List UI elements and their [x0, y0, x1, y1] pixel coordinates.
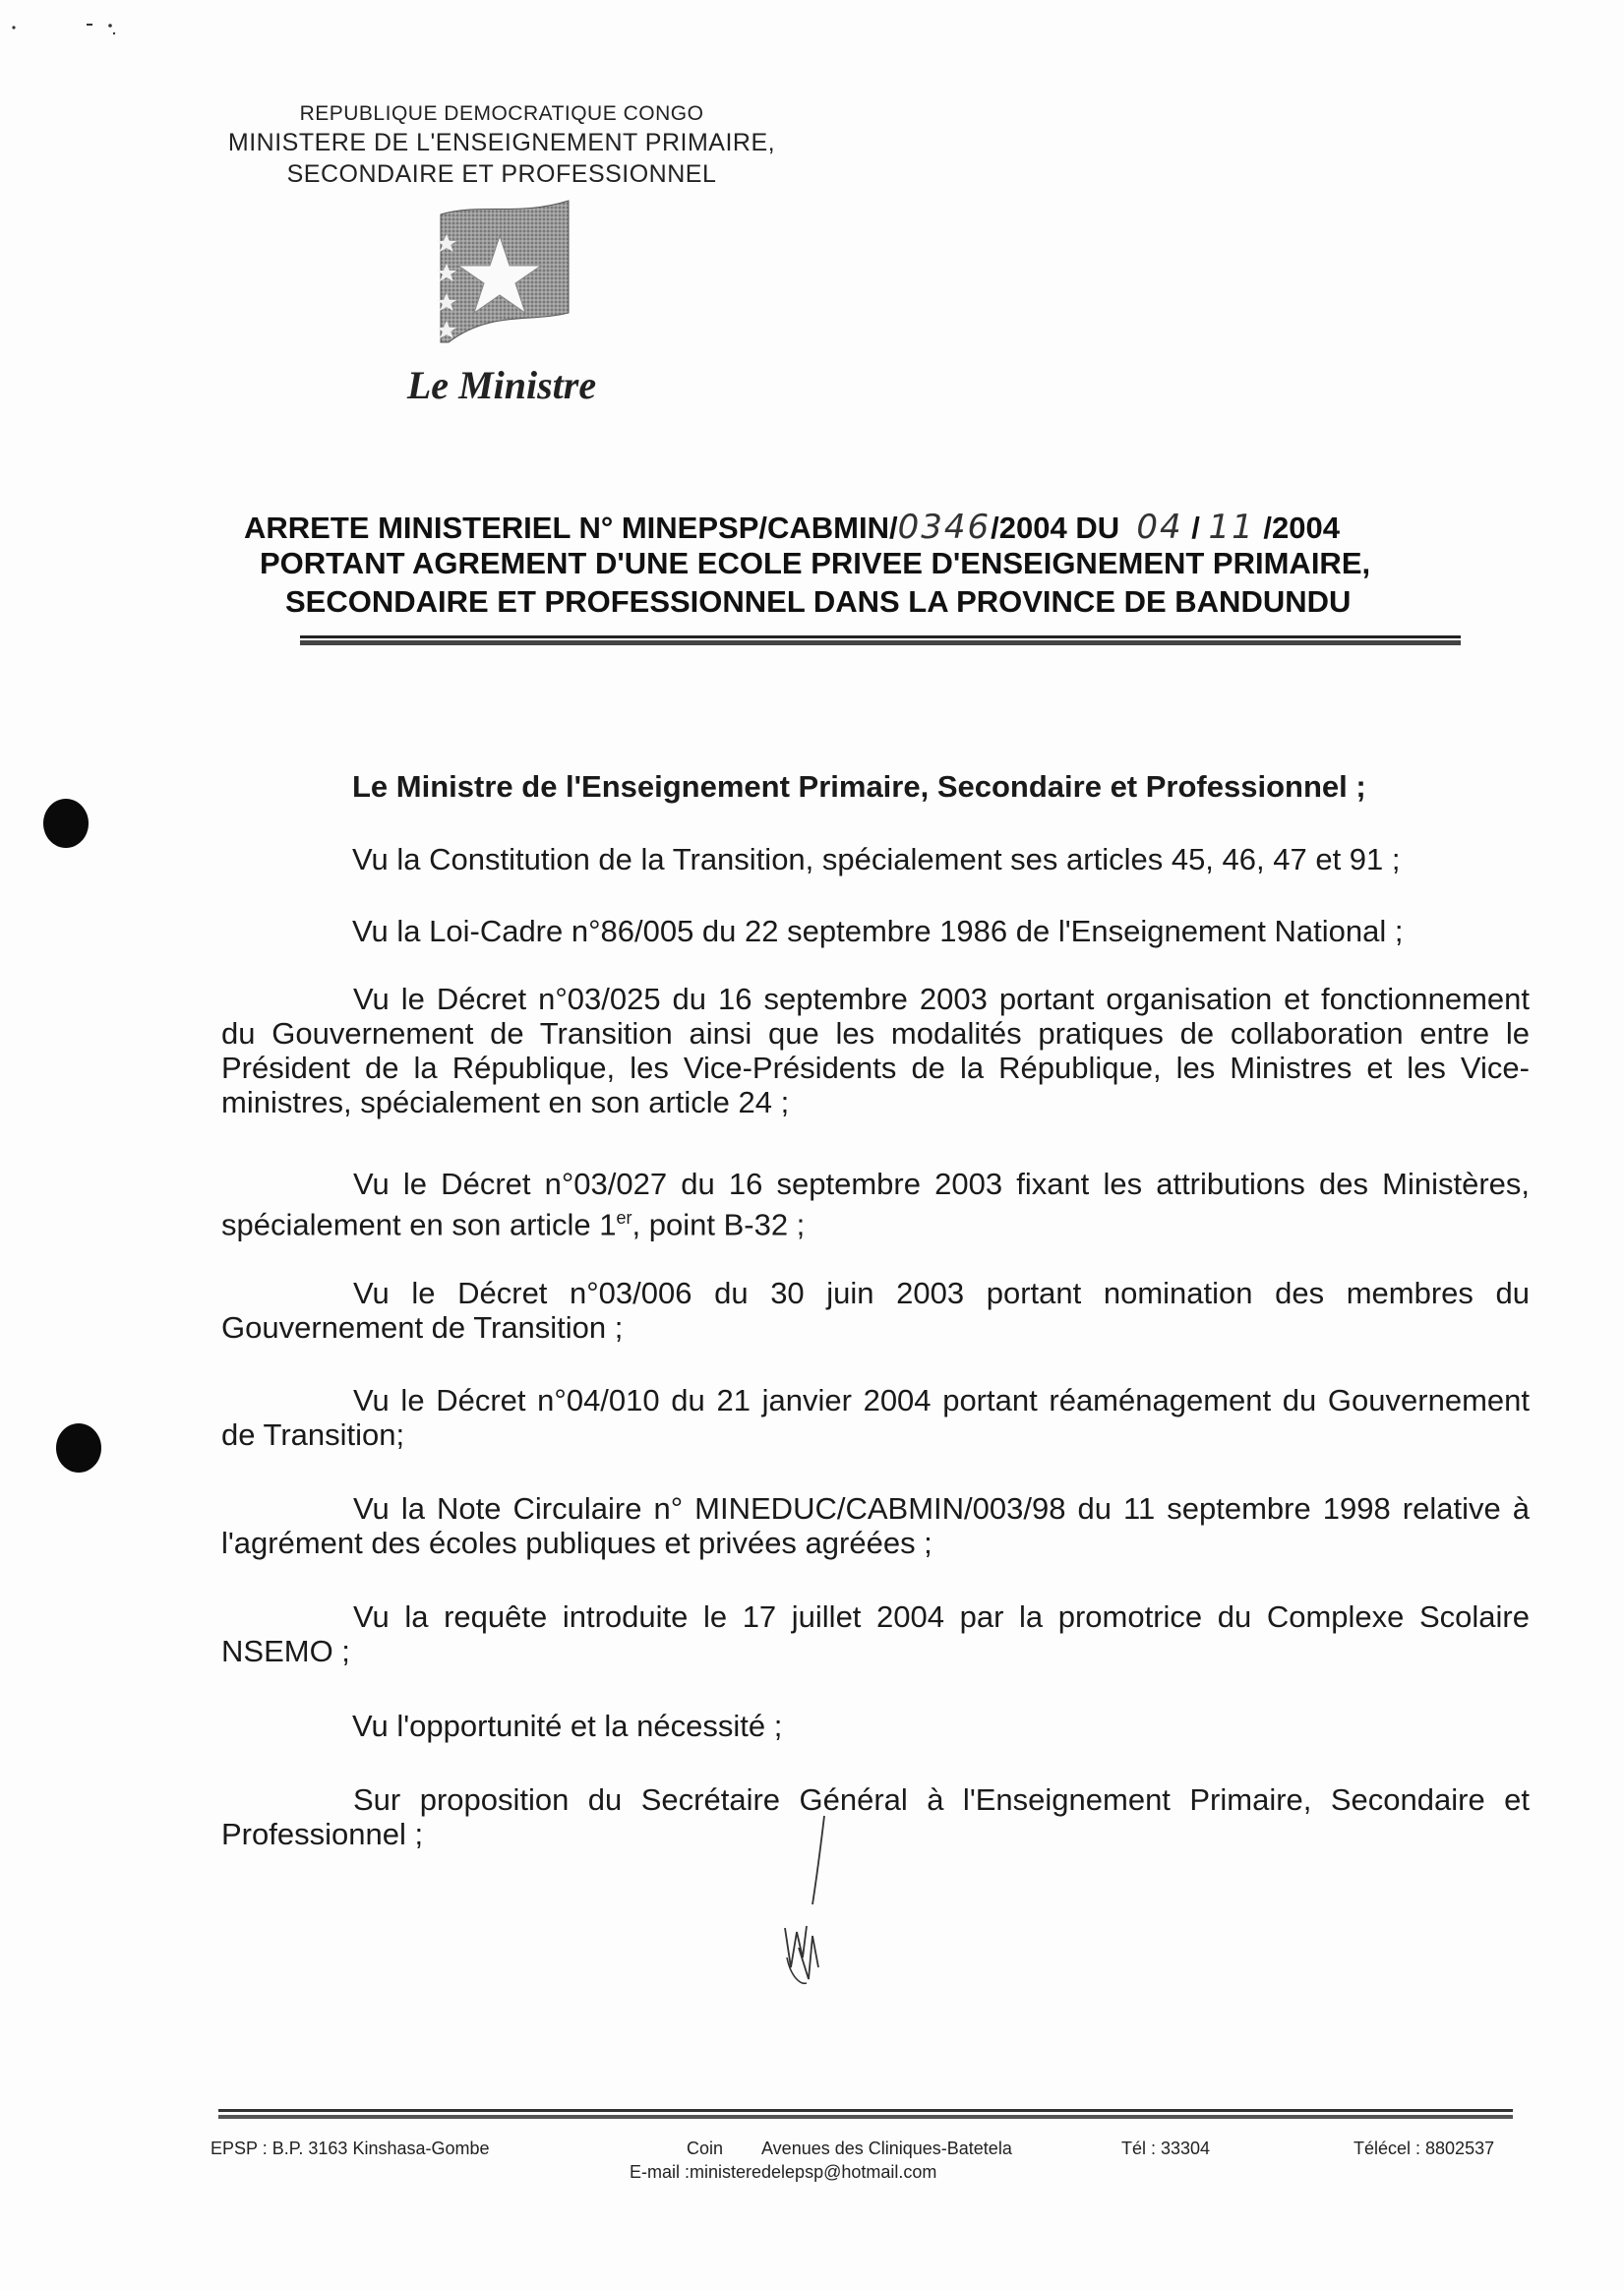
considerant-decret-03-027 — [221, 1167, 1530, 1241]
punch-hole — [43, 799, 89, 848]
decree-date-separator: / — [1191, 511, 1200, 545]
footer-avenues: Avenues des Cliniques-Batetela — [761, 2139, 1012, 2158]
ministry-name-line2: SECONDAIRE ET PROFESSIONNEL — [286, 160, 717, 188]
decree-title-line3: SECONDAIRE ET PROFESSIONNEL DANS LA PROVINCE DE BANDUNDU — [285, 584, 1352, 619]
minister-intro: Le Ministre de l'Enseignement Primaire, Secondaire et Professionnel ; — [352, 769, 1366, 804]
decret-03-027-point: , point B-32 ; — [632, 1207, 806, 1242]
decree-month: 11 — [1208, 508, 1255, 547]
ministry-name-line1: MINISTERE DE L'ENSEIGNEMENT PRIMAIRE, — [227, 129, 776, 156]
decret-03-027-superscript: er — [616, 1208, 632, 1228]
handwritten-initials — [777, 1810, 836, 1987]
title-underline — [300, 635, 1461, 638]
considerant-loi-cadre: Vu la Loi-Cadre n°86/005 du 22 septembre 1986 de l'Enseignement National ; — [352, 914, 1404, 948]
decree-title-line2: PORTANT AGREMENT D'UNE ECOLE PRIVEE D'ENSEIGNEMENT PRIMAIRE, — [260, 546, 1371, 580]
considerant-constitution: Vu la Constitution de la Transition, spécialement ses articles 45, 46, 47 et 91 ; — [352, 842, 1401, 876]
footer-tel: Tél : 33304 — [1121, 2139, 1211, 2158]
decree-title-line1 — [244, 508, 1340, 547]
decree-year: /2004 — [1263, 511, 1340, 545]
title-underline-thick — [300, 640, 1461, 645]
decree-prefix: ARRETE MINISTERIEL N° MINEPSP/CABMIN/ — [244, 511, 898, 545]
considerant-decret-03-025: Vu le Décret n°03/025 du 16 septembre 2003 portant organisation et fonctionnement du Gouvernement de Transition ainsi que les modalités pratiques de collaboration entre le Président de la République, les Vice-Présidents de la République, les Ministres et les Vice-ministres, spécialement en son article 24 ; — [221, 982, 1530, 1119]
footer-email: E-mail :ministeredelepsp@hotmail.com — [630, 2162, 937, 2182]
footer-rule — [218, 2109, 1513, 2112]
punch-hole — [56, 1423, 101, 1473]
star-flag-emblem-icon — [421, 195, 584, 358]
considerant-opportunite: Vu l'opportunité et la nécessité ; — [352, 1709, 783, 1743]
considerant-decret-03-006: Vu le Décret n°03/006 du 30 juin 2003 portant nomination des membres du Gouvernement de Transition ; — [221, 1276, 1530, 1345]
decree-day: 04 — [1136, 508, 1183, 547]
decret-03-027-text: Vu le Décret n°03/027 du 16 septembre 2003 fixant les attributions des Ministères, spécialement en son article 1 — [221, 1167, 1530, 1242]
decree-number: 0346 — [897, 508, 992, 547]
footer-address: EPSP : B.P. 3163 Kinshasa-Gombe — [211, 2139, 490, 2158]
considerant-decret-04-010: Vu le Décret n°04/010 du 21 janvier 2004 portant réaménagement du Gouvernement de Transition; — [221, 1383, 1530, 1452]
scan-specks — [0, 0, 138, 39]
decree-year-du: /2004 DU — [991, 511, 1120, 545]
footer-telecel: Télécel : 8802537 — [1353, 2139, 1495, 2158]
considerant-note-circulaire: Vu la Note Circulaire n° MINEDUC/CABMIN/003/98 du 11 septembre 1998 relative à l'agrément des écoles publiques et privées agréées ; — [221, 1491, 1530, 1560]
footer-coin: Coin — [687, 2139, 724, 2158]
considerant-proposition: Sur proposition du Secrétaire Général à l'Enseignement Primaire, Secondaire et Professionnel ; — [221, 1782, 1530, 1851]
footer-rule-thick — [218, 2115, 1513, 2119]
considerant-requete: Vu la requête introduite le 17 juillet 2004 par la promotrice du Complexe Scolaire NSEMO ; — [221, 1599, 1530, 1668]
minister-title: Le Ministre — [406, 363, 597, 407]
republic-name: REPUBLIQUE DEMOCRATIQUE CONGO — [299, 102, 704, 125]
